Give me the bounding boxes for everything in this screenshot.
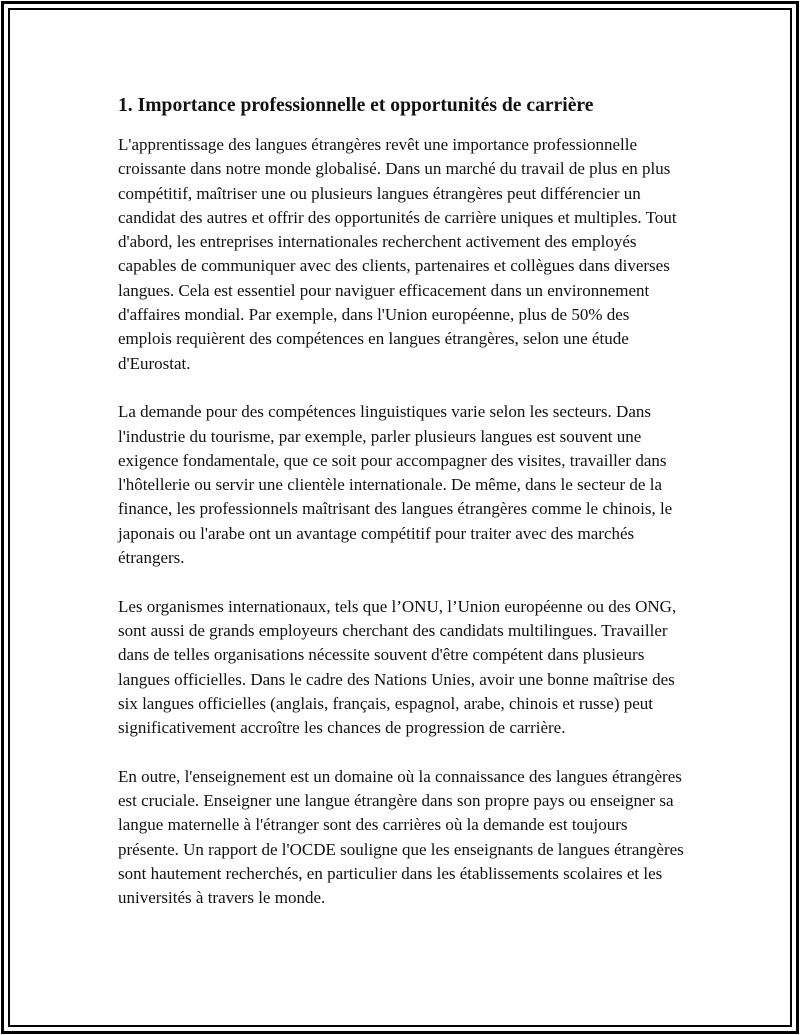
paragraph-sector-demand: La demande pour des compétences linguistiques varie selon les secteurs. Dans l'industrie du tourisme, par exemple, parler plusieurs langues est souvent une exigence fondamentale, que ce soit pour accompagner des visites, travailler dans l'hôtellerie ou servir une clientèle internationale. De même, dans le secteur de la finance, les professionnels maîtrisant des langues étrangères comme le chinois, le japonais ou l'arabe ont un avantage compétitif pour traiter avec des marchés étrangers. xyxy=(118,402,673,568)
paragraph-career-opportunities: L'apprentissage des langues étrangères revêt une importance professionnelle croissante dans notre monde globalisé. Dans un marché du travail de plus en plus compétitif, maîtriser une ou plusieurs langues étrangères peut différencier un candidat des autres et offrir des opportunités de carrière uniques et multiples. Tout d'abord, les entreprises internationales recherchent activement des employés capables de communiquer avec des clients, partenaires et collègues dans diverses langues. Cela est essentiel pour naviguer efficacement dans un environnement d'affaires mondial. Par exemple, dans l'Union européenne, plus de 50% des emplois requièrent des compétences en langues étrangères, selon une étude d'Eurostat. xyxy=(118,135,677,373)
document-body xyxy=(118,94,686,935)
section-heading: 1. Importance professionnelle et opportunités de carrière xyxy=(118,95,594,116)
paragraph-teaching: En outre, l'enseignement est un domaine où la connaissance des langues étrangères est cruciale. Enseigner une langue étrangère dans son propre pays ou enseigner sa langue maternelle à l'étranger sont des carrières où la demande est toujours présente. Un rapport de l'OCDE souligne que les enseignants de langues étrangères sont hautement recherchés, en particulier dans les établissements scolaires et les universités à travers le monde. xyxy=(118,766,684,908)
paragraph-international-organizations: Les organismes internationaux, tels que l’ONU, l’Union européenne ou des ONG, sont aussi de grands employeurs cherchant des candidats multilingues. Travailler dans de telles organisations nécessite souvent d'être compétent dans plusieurs langues officielles. Dans le cadre des Nations Unies, avoir une bonne maîtrise des six langues officielles (anglais, français, espagnol, arabe, chinois et russe) peut significativement accroître les chances de progression de carrière. xyxy=(118,596,677,738)
